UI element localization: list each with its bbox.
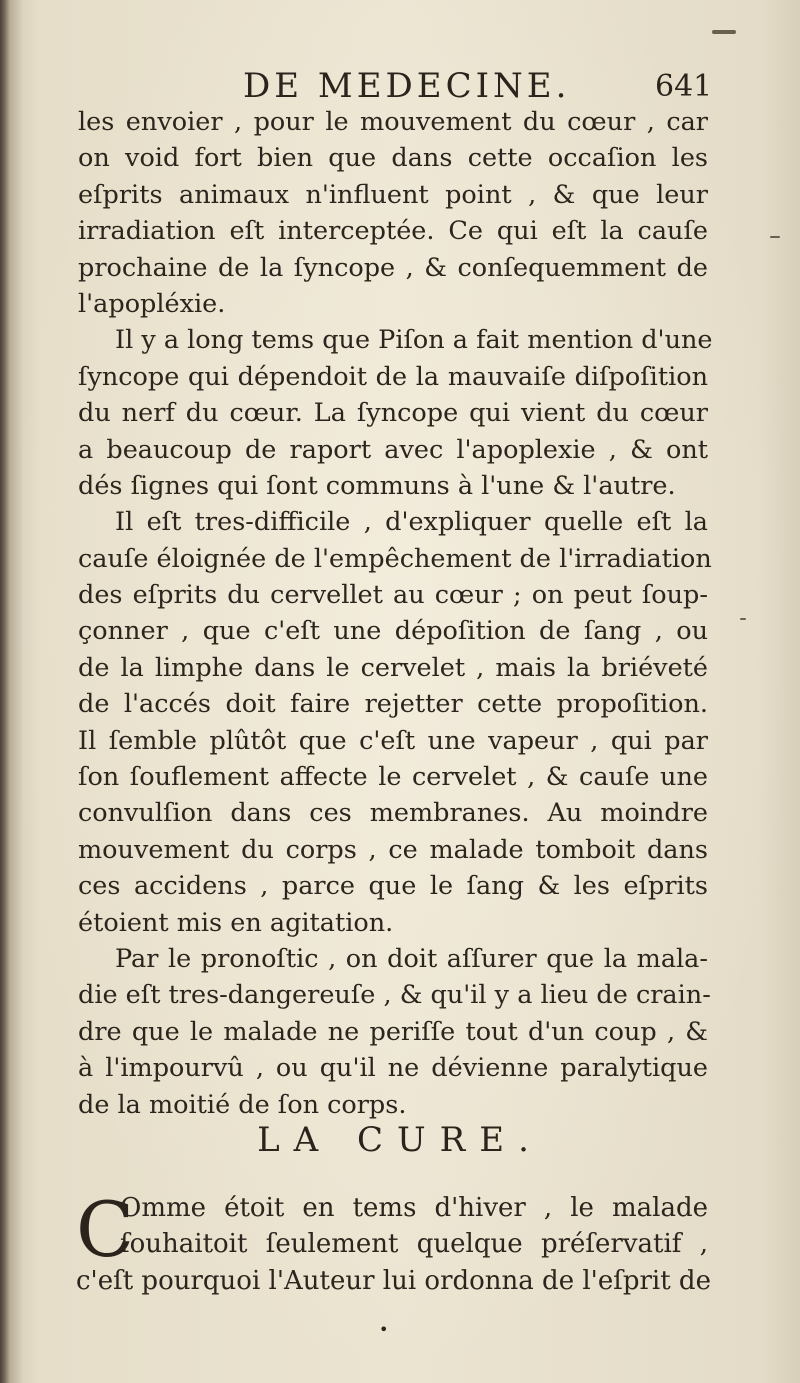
text-line: l'apopléxie. — [78, 288, 226, 319]
text-line: Il y a long tems que Piſon a fait mention d'une — [115, 325, 713, 356]
text-line: cauſe éloignée de l'empêchement de l'irradiation — [78, 543, 712, 574]
ink-speck — [712, 30, 736, 34]
cure-paragraph — [76, 1185, 711, 1300]
cure-indented-lines — [120, 1190, 708, 1263]
page-number: 641 — [655, 69, 713, 104]
paragraph-2 — [78, 322, 713, 504]
section-heading: LA CURE. — [257, 1120, 543, 1160]
drop-cap: C — [76, 1185, 135, 1274]
text-line: des eſprits du cervellet au cœur ; on peut ſoup- — [78, 580, 708, 611]
text-line: de la limphe dans le cervelet , mais la briéveté — [78, 652, 708, 683]
text-line: mouvement du corps , ce malade tomboit dans — [78, 834, 708, 865]
text-line: çonner , que c'eſt une dépoſition de ſang , ou — [78, 616, 708, 647]
text-line: irradiation eſt interceptée. Ce qui eſt la cauſe — [78, 216, 708, 247]
ink-speck — [740, 618, 746, 620]
text-line: Il eſt tres-difficile , d'expliquer quelle eſt la — [115, 507, 708, 538]
text-line: c'eſt pourquoi l'Auteur lui ordonna de l'eſprit de — [76, 1265, 711, 1296]
text-line: Omme étoit en tems d'hiver , le malade — [120, 1193, 708, 1223]
text-line: a beaucoup de raport avec l'apoplexie , & ont — [78, 434, 708, 465]
running-title: DE MEDECINE. — [243, 66, 571, 106]
running-head — [0, 60, 800, 110]
text-line: Par le pronoſtic , on doit aſſurer que la mala- — [115, 943, 708, 974]
cure-full-line — [76, 1263, 711, 1299]
page-gutter-edge — [0, 0, 22, 1383]
text-line: ſouhaitoit ſeulement quelque préſervatif , — [120, 1229, 708, 1260]
ink-speck — [770, 236, 780, 238]
text-line: ces accidens , parce que le ſang & les eſprits — [78, 871, 708, 902]
text-line: convulſion dans ces membranes. Au moindre — [78, 798, 708, 829]
text-line: de la moitié de ſon corps. — [78, 1089, 407, 1120]
text-line: on void fort bien que dans cette occaſion les — [78, 143, 708, 174]
text-line: eſprits animaux n'influent point , & que leur — [78, 179, 708, 210]
text-line: die eſt tres-dangereuſe , & qu'il y a lieu de crain- — [78, 980, 711, 1011]
text-line: à l'impourvû , ou qu'il ne dévienne paralytique — [78, 1053, 708, 1084]
text-line: dre que le malade ne periſſe tout d'un coup , & — [78, 1016, 708, 1047]
paragraph-1 — [78, 104, 708, 322]
body-text — [78, 104, 713, 1123]
signature-mark: • — [379, 1320, 389, 1339]
text-line: étoient mis en agitation. — [78, 907, 394, 938]
text-line: les envoier , pour le mouvement du cœur , car — [78, 107, 708, 137]
text-line: Il ſemble plûtôt que c'eſt une vapeur , qui par — [78, 725, 708, 756]
text-line: de l'accés doit faire rejetter cette propoſition. — [78, 689, 708, 720]
text-line: prochaine de la ſyncope , & conſequemment de — [78, 252, 708, 283]
text-line: du nerf du cœur. La ſyncope qui vient du cœur — [78, 398, 708, 429]
text-line: ſon ſouflement affecte le cervelet , & cauſe une — [78, 762, 708, 793]
paragraph-3 — [78, 504, 712, 941]
text-line: dés ſignes qui ſont communs à l'une & l'autre. — [78, 470, 676, 501]
text-line: ſyncope qui dépendoit de la mauvaiſe diſpoſition — [78, 361, 708, 392]
paragraph-4 — [78, 941, 711, 1123]
